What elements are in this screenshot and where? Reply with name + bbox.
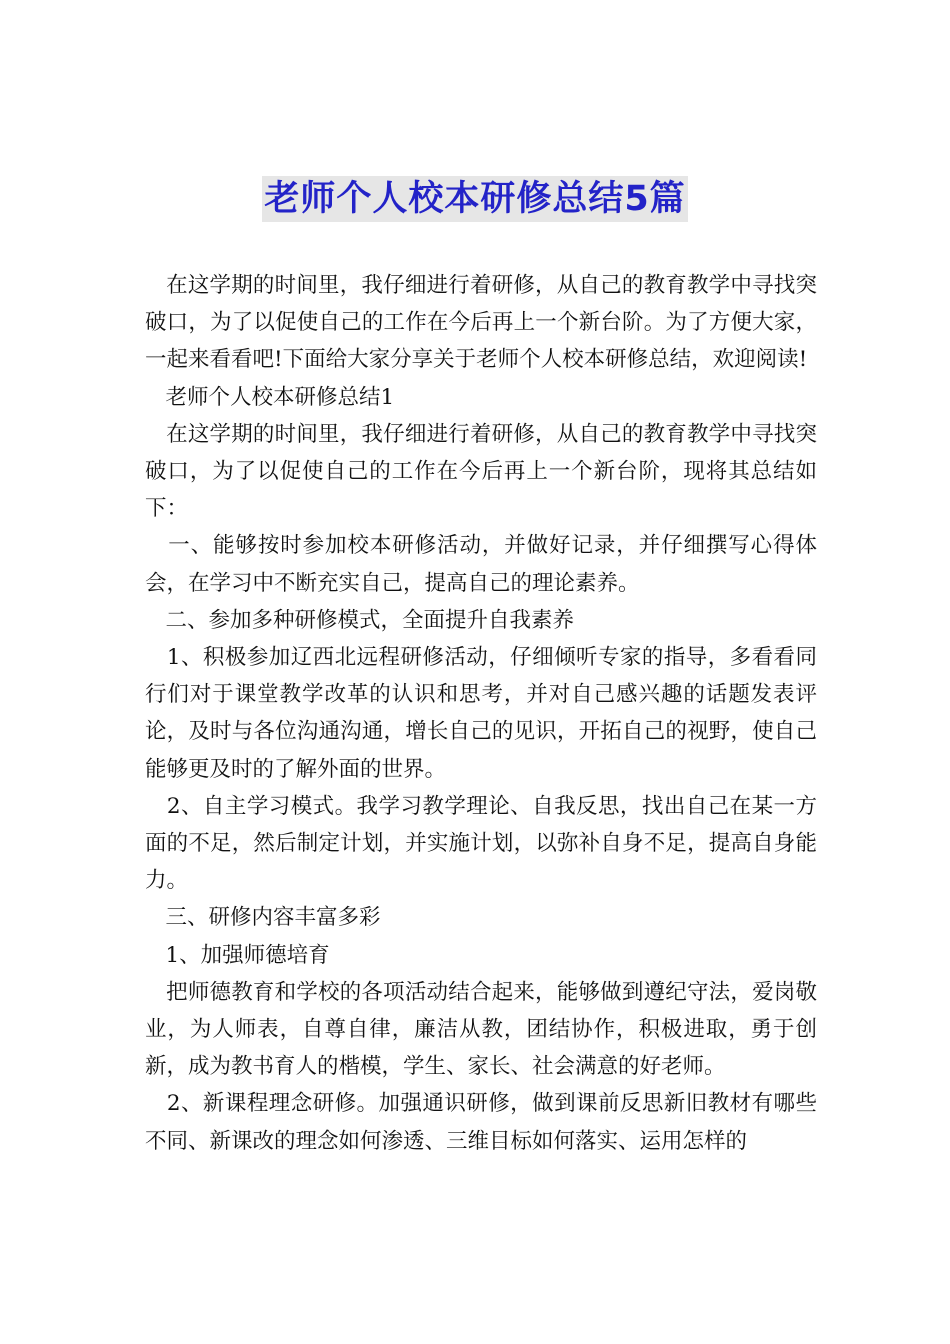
title-container <box>0 176 950 222</box>
intro-paragraph: 在这学期的时间里，我仔细进行着研修，从自己的教育教学中寻找突破口，为了以促使自己的工作在今后再上一个新台阶。为了方便大家，一起来看看吧!下面给大家分享关于老师个人校本研修总结，欢迎阅读! <box>145 273 817 373</box>
document-title: 老师个人校本研修总结5篇 <box>262 176 687 222</box>
sub-item-1: 1、积极参加辽西北远程研修活动，仔细倾听专家的指导，多看看同行们对于课堂教学改革的认识和思考，并对自己感兴趣的话题发表评论，及时与各位沟通沟通，增长自己的见识，开拓自己的视野，使自己能够更及时的了解外面的世界。 <box>145 645 817 782</box>
section-heading-summary-1: 老师个人校本研修总结1 <box>145 384 395 410</box>
sub-item-curriculum: 2、新课程理念研修。加强通识研修，做到课前反思新旧教材有哪些不同、新课改的理念如何渗透、三维目标如何落实、运用怎样的 <box>145 1091 817 1154</box>
list-item-three-heading: 三、研修内容丰富多彩 <box>145 905 381 931</box>
list-item-one: 一、能够按时参加校本研修活动，并做好记录，并仔细撰写心得体会，在学习中不断充实自己，提高自己的理论素养。 <box>145 533 817 596</box>
sub-item-2: 2、自主学习模式。我学习教学理论、自我反思，找出自己在某一方面的不足，然后制定计划，并实施计划，以弥补自身不足，提高自身能力。 <box>145 793 817 894</box>
body-paragraph-ethics: 把师德教育和学校的各项活动结合起来，能够做到遵纪守法，爱岗敬业，为人师表，自尊自律，廉洁从教，团结协作，积极进取，勇于创新，成为教书育人的楷模，学生、家长、社会满意的好老师。 <box>145 979 817 1080</box>
body-paragraph: 在这学期的时间里，我仔细进行着研修，从自己的教育教学中寻找突破口，为了以促使自己的工作在今后再上一个新台阶，现将其总结如下： <box>145 421 817 522</box>
sub-heading-ethics: 1、加强师德培育 <box>145 942 330 968</box>
document-body <box>145 267 817 1160</box>
list-item-two-heading: 二、参加多种研修模式，全面提升自我素养 <box>145 607 575 633</box>
